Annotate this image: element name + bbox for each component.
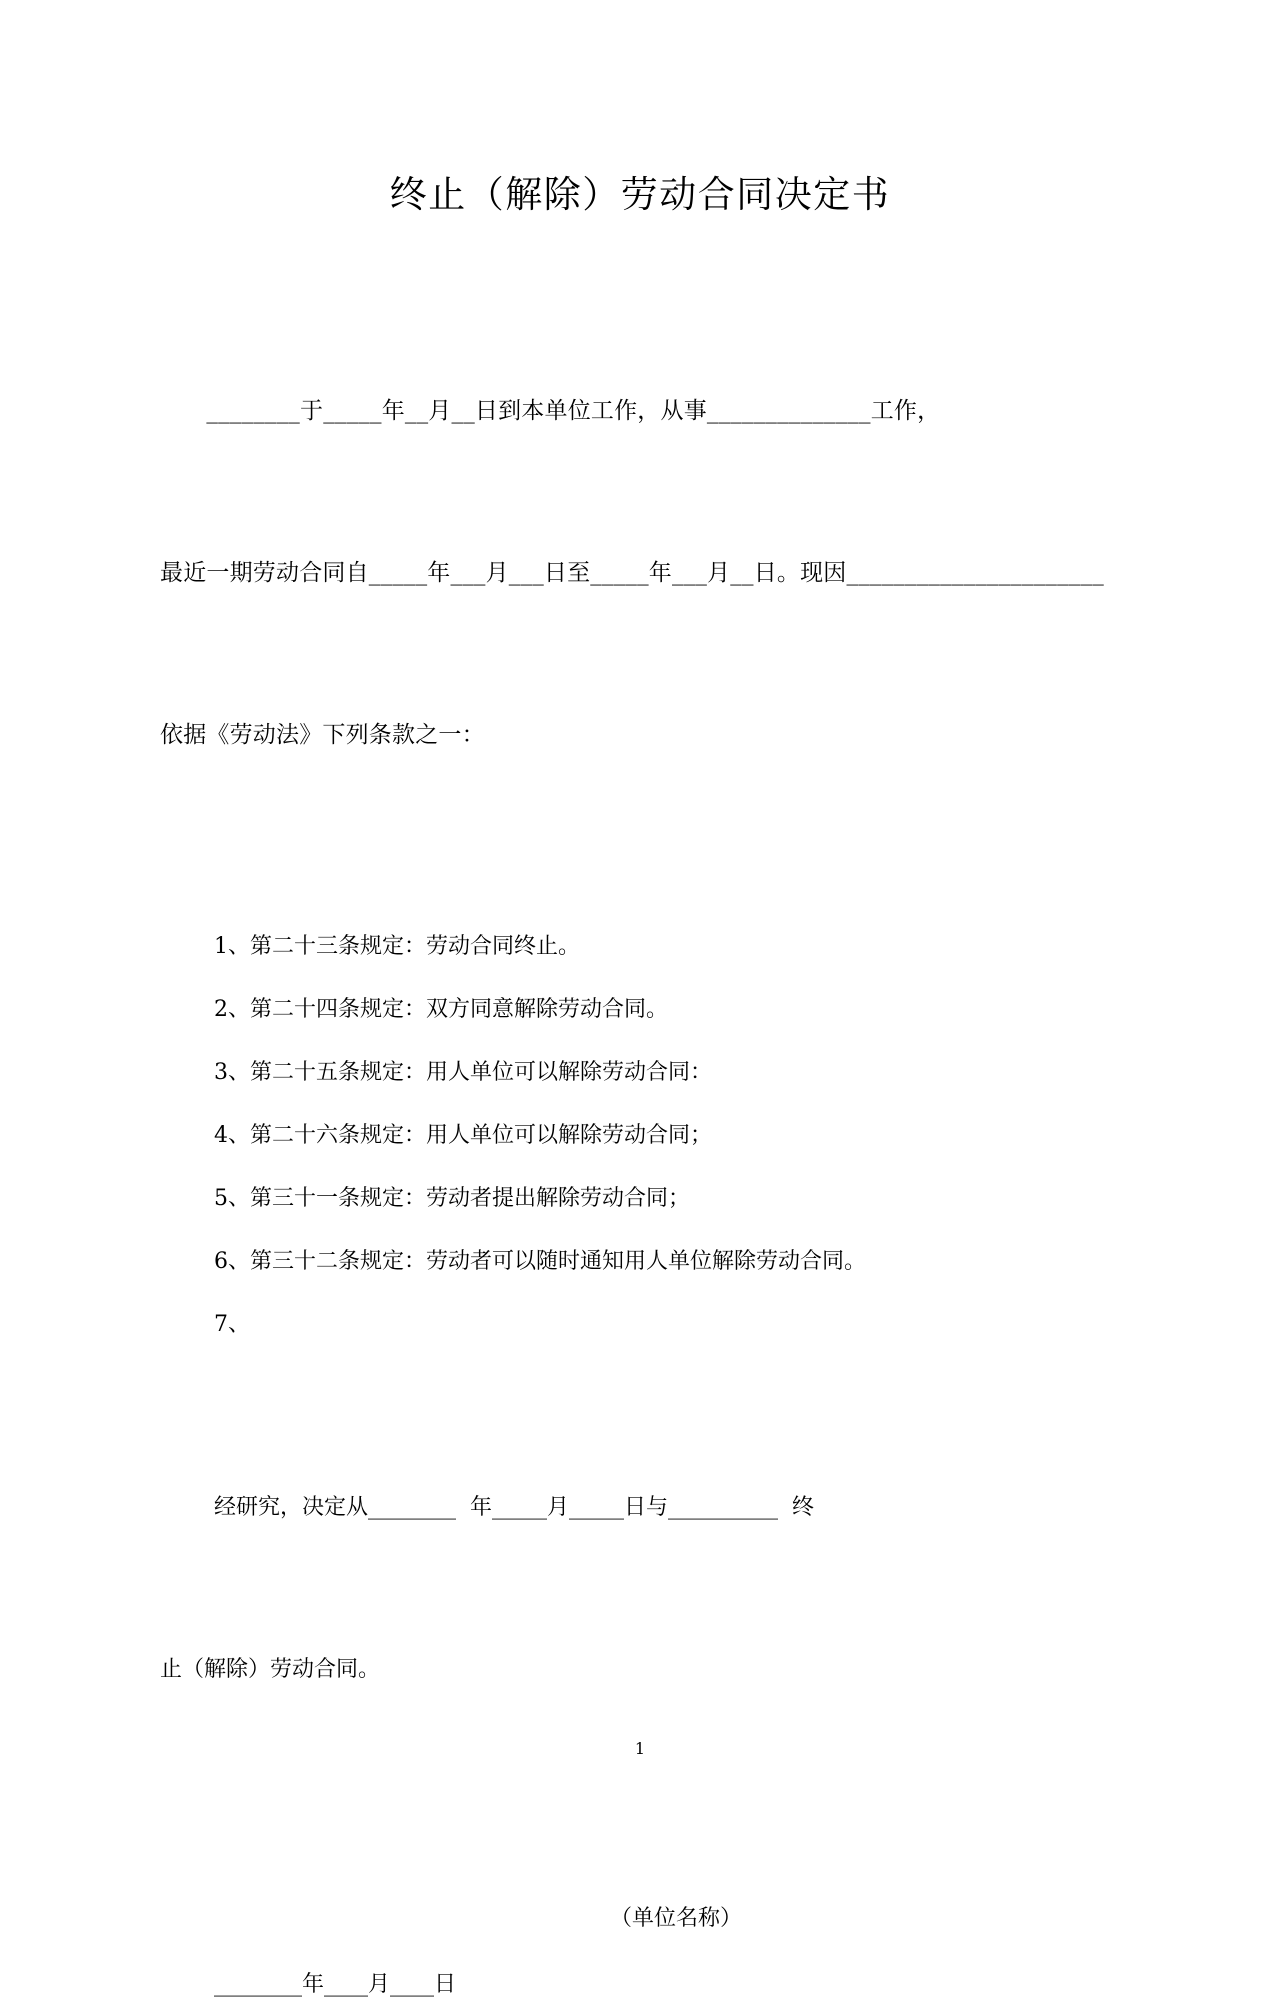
page-number: 1	[634, 1739, 646, 1758]
intro-line-1: ________于_____年__月__日到本单位工作，从事______________工作，	[160, 398, 941, 425]
clause-item: 6、第三十二条规定：劳动者可以随时通知用人单位解除劳动合同。	[214, 1249, 866, 1275]
decision-line-2: 止（解除）劳动合同。	[160, 1657, 381, 1683]
decision-line-1: 经研究，决定从________ 年_____月_____日与__________ 终	[214, 1495, 814, 1521]
clause-item: 7、	[214, 1312, 250, 1338]
clause-item: 5、第三十一条规定：劳动者提出解除劳动合同；	[214, 1186, 690, 1212]
intro-line-2: 最近一期劳动合同自_____年___月___日至_____年___月__日。现因______________________	[160, 560, 1104, 587]
clause-item: 3、第二十五条规定：用人单位可以解除劳动合同：	[214, 1060, 712, 1086]
intro-line-3: 依据《劳动法》下列条款之一：	[160, 722, 485, 749]
page-title: 终止（解除）劳动合同决定书	[389, 173, 891, 216]
intro-paragraph	[160, 276, 1130, 870]
clause-list	[160, 932, 1130, 1340]
signature-block	[160, 1895, 1130, 2009]
signature-date-line: ________年____月____日	[214, 1972, 457, 1998]
unit-name-label: （单位名称）	[610, 1906, 743, 1932]
clause-item: 4、第二十六条规定：用人单位可以解除劳动合同；	[214, 1123, 712, 1149]
clause-item: 2、第二十四条规定：双方同意解除劳动合同。	[214, 997, 668, 1023]
clause-item: 1、第二十三条规定：劳动合同终止。	[214, 934, 580, 960]
